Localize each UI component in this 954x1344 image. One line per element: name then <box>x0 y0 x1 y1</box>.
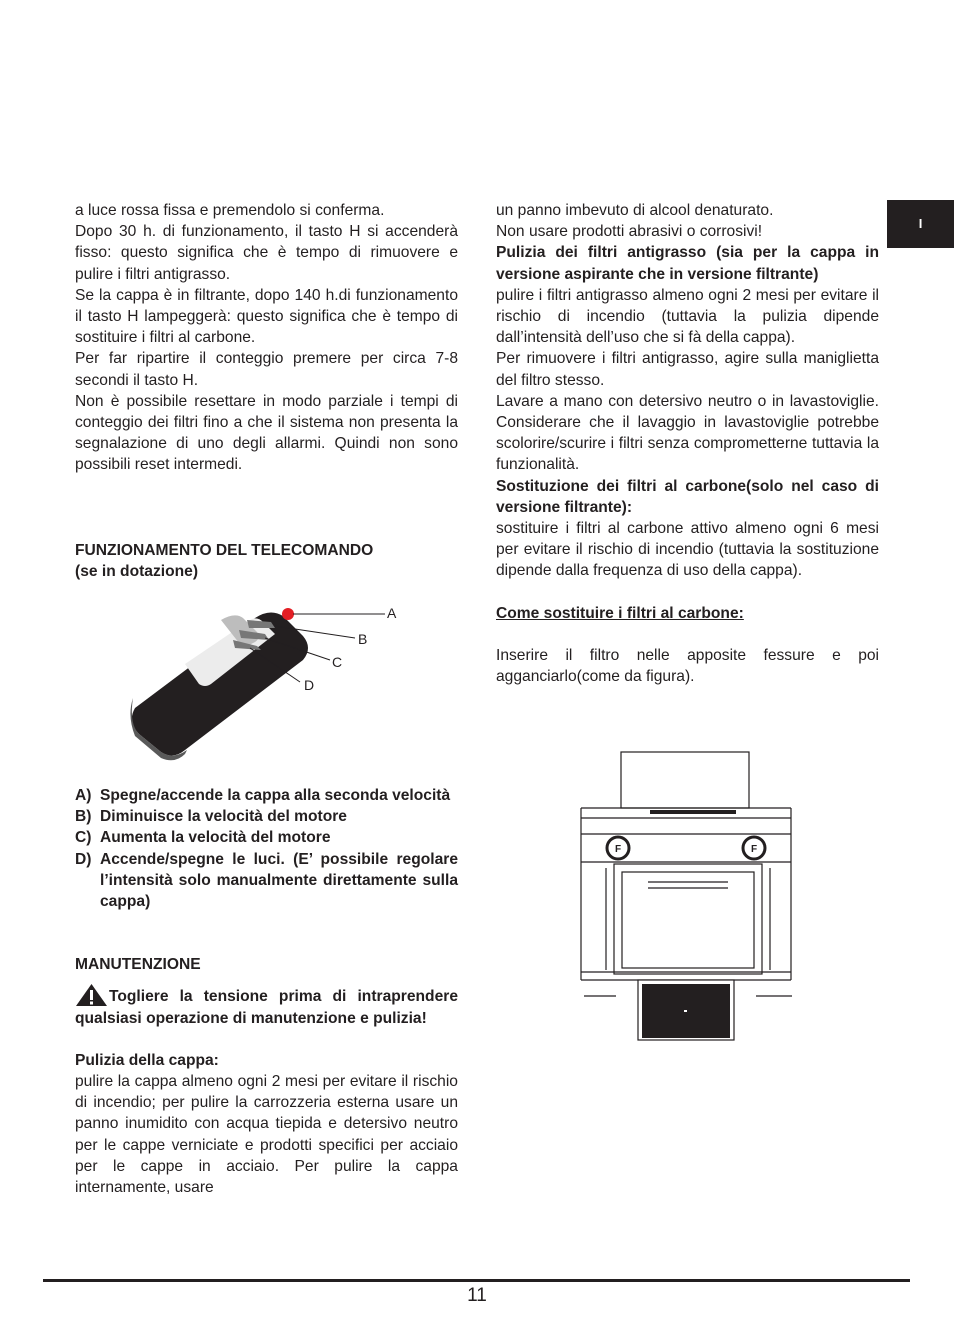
remote-function-list <box>75 785 458 912</box>
grease-filter-heading: Pulizia dei filtri antigrasso (sia per la cappa in versione aspirante che in versione filtrante) <box>496 244 879 283</box>
hood-cleaning-heading: Pulizia della cappa: <box>75 1051 219 1069</box>
paragraph: pulire i filtri antigrasso almeno ogni 2 mesi per evitare il rischio di incendio (tuttavia la pulizia dipende dall’intensità dell’uso che si fà della cappa). <box>496 286 879 347</box>
right-column <box>496 200 879 687</box>
callout-b: B <box>358 631 368 648</box>
left-column <box>75 200 458 1198</box>
page-number: 11 <box>467 1285 487 1306</box>
hood-control-strip <box>650 810 736 814</box>
svg-text:F: F <box>614 844 622 855</box>
paragraph: Non usare prodotti abrasivi o corrosivi! <box>496 223 763 241</box>
paragraph: Lavare a mano con detersivo neutro o in lavastoviglie. Considerare che il lavaggio in lavastoviglie potrebbe scolorire/scurire i filtri senza comprometterne tuttavia la funzionalità. <box>496 392 879 474</box>
paragraph: Se la cappa è in filtrante, dopo 140 h.di funzionamento il tasto H lampeggerà: questo significa che è tempo di sostituire i filtri al carbone. <box>75 286 458 347</box>
paragraph: sostituire i filtri al carbone attivo almeno ogni 6 mesi per evitare il rischio di incendio (tuttavia la sostituzione dipende dalla frequenza di uso della cappa). <box>496 520 879 580</box>
remote-control-illustration <box>125 588 425 763</box>
hood-chimney <box>621 752 749 808</box>
warning-icon <box>75 983 108 1007</box>
carbon-filter-heading: Sostituzione dei filtri al carbone(solo nel caso di versione filtrante): <box>496 477 879 516</box>
red-power-button-icon <box>282 608 294 620</box>
paragraph: un panno imbevuto di alcool denaturato. <box>496 202 774 219</box>
filter-housing <box>614 864 762 974</box>
grease-filter-panel <box>638 980 734 1040</box>
list-item: B) Diminuisce la velocità del motore <box>75 808 347 826</box>
paragraph: pulire la cappa almeno ogni 2 mesi per evitare il rischio di incendio; per pulire la carrozzeria esterna usare un panno inumidito con acqua tiepida e detersivo neutro per le cappe verniciate e prodotti specifici per acciaio per le cappe in acciaio. Per pulire la cappa internamente, usare <box>75 1073 458 1197</box>
hood-filter-diagram <box>578 750 798 1045</box>
remote-heading: FUNZIONAMENTO DEL TELECOMANDO <box>75 541 374 559</box>
paragraph: Inserire il filtro nelle apposite fessure e poi agganciarlo(come da figura). <box>496 646 879 686</box>
footer-rule <box>43 1279 910 1282</box>
callout-d: D <box>304 677 315 694</box>
callout-c: C <box>332 654 343 671</box>
maintenance-heading: MANUTENZIONE <box>75 956 201 974</box>
list-item: A) Spegne/accende la cappa alla seconda velocità <box>75 787 451 805</box>
list-item: C) Aumenta la velocità del motore <box>75 829 331 847</box>
svg-text:F: F <box>750 844 758 855</box>
language-tab: I <box>887 200 954 248</box>
list-item: D) Accende/spegne le luci. (E’ possibile regolare l’intensità solo manualmente direttamente sulla cappa) <box>75 850 458 911</box>
paragraph: Per rimuovere i filtri antigrasso, agire sulla maniglietta del filtro stesso. <box>496 350 879 389</box>
warning-text: Togliere la tensione prima di intraprendere qualsiasi operazione di manutenzione e pulizia! <box>75 983 458 1028</box>
paragraph: Per far ripartire il conteggio premere per circa 7-8 secondi il tasto H. <box>75 350 458 389</box>
callout-a: A <box>387 605 397 622</box>
remote-body <box>130 612 308 760</box>
paragraph: Non è possibile resettare in modo parziale i tempi di conteggio dei filtri fino a che il sistema non presenta la segnalazione di uno degli allarmi. Quindi non sono possibili reset intermedi. <box>75 392 458 474</box>
carbon-filter-left <box>607 837 629 859</box>
how-to-heading: Come sostituire i filtri al carbone: <box>496 604 744 622</box>
paragraph: a luce rossa fissa e premendolo si conferma. <box>75 202 385 219</box>
paragraph: Dopo 30 h. di funzionamento, il tasto H si accenderà fisso: questo significa che è tempo di rimuovere e pulire i filtri antigrasso. <box>75 223 458 283</box>
remote-subheading: (se in dotazione) <box>75 562 199 580</box>
carbon-filter-right <box>743 837 765 859</box>
